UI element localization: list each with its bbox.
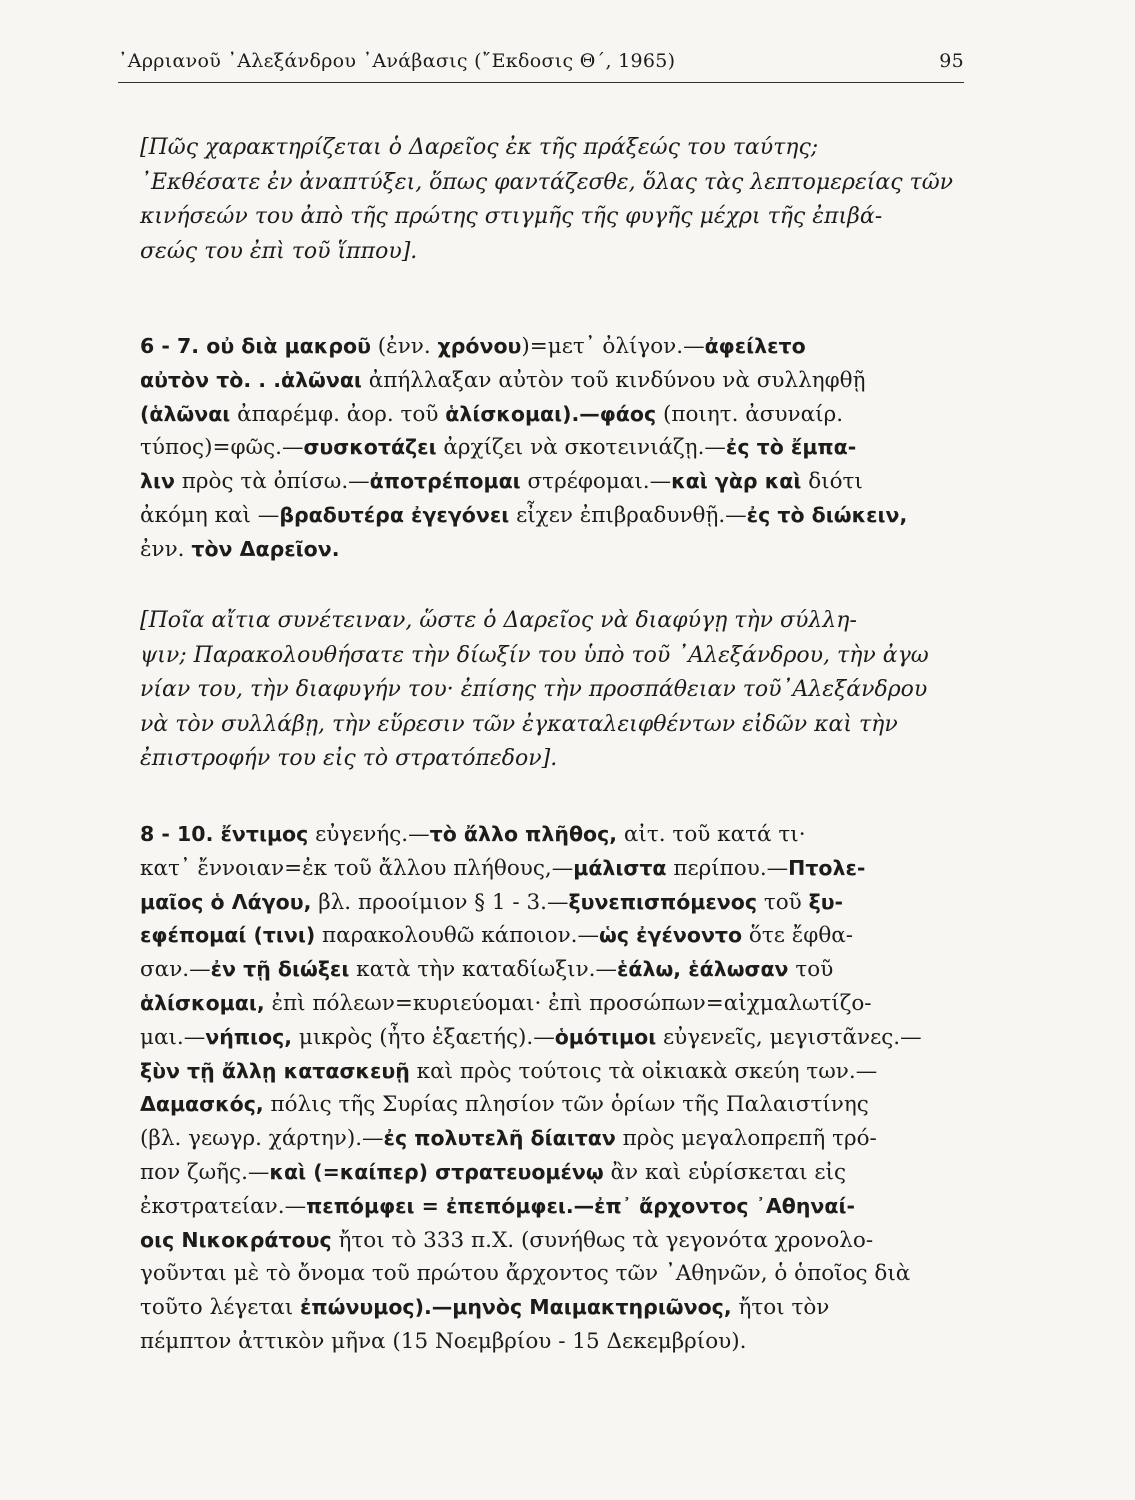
commentary-line bbox=[140, 1325, 966, 1359]
gloss-text: πον ζωῆς.— bbox=[140, 1159, 270, 1185]
gloss-text: ἐπὶ πόλεων=κυριεύομαι· ἐπὶ προσώπων=αἰχμαλωτίζο- bbox=[264, 990, 872, 1016]
lemma: ἑάλω, ἑάλωσαν bbox=[617, 957, 789, 982]
lemma: μαῖος ὁ Λάγου, bbox=[140, 889, 312, 914]
lemma: ὁμότιμοι bbox=[554, 1024, 657, 1049]
lemma: ἐς πολυτελῆ δίαιταν bbox=[383, 1126, 616, 1151]
gloss-text: κατὰ τὴν καταδίωξιν.— bbox=[349, 957, 618, 983]
gloss-text: στρέφομαι.— bbox=[520, 469, 672, 495]
lemma: ἐπώνυμος).— bbox=[300, 1295, 453, 1320]
lemma: τὸν Δαρεῖον. bbox=[191, 536, 340, 561]
lemma: ξὺν τῇ ἄλλῃ κατασκευῇ bbox=[140, 1058, 410, 1083]
gloss-text: βλ. προοίμιον § 1 - 3.— bbox=[311, 889, 569, 915]
question2-line: νίαν του, τὴν διαφυγήν του· ἐπίσης τὴν προσπάθειαν τοῦ᾿Αλεξάνδρου bbox=[140, 677, 928, 702]
gloss-text: περίπου.— bbox=[666, 855, 789, 881]
gloss-text: τύπος)=φῶς.— bbox=[140, 435, 304, 461]
gloss-text: ἀρχίζει νὰ σκοτεινιάζῃ.— bbox=[436, 435, 726, 461]
lemma: νήπιος, bbox=[205, 1024, 293, 1049]
lemma: ἀφείλετο bbox=[704, 334, 806, 358]
gloss-text: ἐνν. bbox=[140, 536, 192, 562]
gloss-text: )=μετ᾿ ὀλίγον.— bbox=[521, 334, 705, 359]
header-title: ᾿Αρριανοῦ ᾿Αλεξάνδρου ᾿Ανάβασις (῎Εκδοσις Θ΄, 1965) bbox=[118, 50, 676, 72]
commentary-line bbox=[140, 1190, 966, 1224]
question2-line: νὰ τὸν συλλάβῃ, τὴν εὕρεσιν τῶν ἐγκαταλειφθέντων εἰδῶν καὶ τὴν bbox=[140, 711, 898, 737]
commentary-line bbox=[140, 818, 966, 852]
lemma: αὐτὸν τὸ. . .ἁλῶναι bbox=[140, 367, 362, 392]
commentary-line bbox=[140, 1224, 966, 1258]
question1-line: κινήσεών του ἀπὸ τῆς πρώτης στιγμῆς τῆς φυγῆς μέχρι τῆς ἐπιβά- bbox=[140, 204, 883, 229]
question-block-2 bbox=[140, 604, 966, 777]
gloss-text: πρὸς μεγαλοπρεπῆ τρό- bbox=[615, 1126, 877, 1152]
question2-line: [Ποῖα αἴτια συνέτειναν, ὥστε ὁ Δαρεῖος νὰ διαφύγῃ τὴν σύλλη- bbox=[140, 608, 857, 633]
question1-line: ᾿Εκθέσατε ἐν ἀναπτύξει, ὅπως φαντάζεσθε, ὅλας τὰς λεπτομερείας τῶν bbox=[140, 169, 954, 195]
gloss-text: τοῦ bbox=[788, 957, 834, 983]
lemma: ἐν τῇ διώξει bbox=[210, 957, 350, 982]
gloss-text: σαν.— bbox=[140, 957, 211, 983]
lemma: συσκοτάζει bbox=[303, 435, 437, 460]
lemma: καὶ (=καίπερ) στρατευομένῳ bbox=[269, 1159, 604, 1184]
commentary-line bbox=[140, 1122, 966, 1156]
gloss-text: τοῦ bbox=[757, 889, 809, 915]
line-ref: 6 - 7. οὐ διὰ μακροῦ bbox=[140, 334, 371, 358]
gloss-text: ἤτοι τὸ 333 π.Χ. (συνήθως τὰ γεγονότα χρονολο- bbox=[331, 1227, 874, 1253]
commentary-line bbox=[140, 499, 966, 533]
lemma: (ἁλῶναι bbox=[140, 401, 231, 426]
lemma: βραδυτέρα ἐγεγόνει bbox=[279, 502, 510, 527]
lemma: λιν bbox=[140, 469, 175, 494]
question1-line: σεώς του ἐπὶ τοῦ ἵππου]. bbox=[140, 238, 418, 264]
gloss-text: (ποιητ. ἀσυναίρ. bbox=[656, 401, 844, 427]
gloss-text: εὐγενής.— bbox=[308, 822, 430, 847]
commentary-line bbox=[140, 886, 966, 920]
commentary-line bbox=[140, 1156, 966, 1190]
commentary-line bbox=[140, 1021, 966, 1055]
commentary-line bbox=[140, 364, 966, 398]
lemma: ἐς τὸ ἔμπα- bbox=[725, 435, 857, 460]
gloss-text: κατ᾿ ἔννοιαν=ἐκ τοῦ ἄλλου πλήθους,— bbox=[140, 855, 574, 881]
gloss-text: πόλις τῆς Συρίας πλησίον τῶν ὁρίων τῆς Παλαιστίνης bbox=[263, 1092, 869, 1118]
lemma: μάλιστα bbox=[573, 855, 667, 880]
gloss-text: πέμπτον ἀττικὸν μῆνα (15 Νοεμβρίου - 15 Δεκεμβρίου). bbox=[140, 1328, 747, 1354]
commentary-line bbox=[140, 330, 966, 364]
lemma: ἁλίσκομαι).—φάος bbox=[445, 401, 657, 426]
lemma: Πτολε- bbox=[788, 855, 866, 880]
page-number: 95 bbox=[939, 50, 964, 72]
question-block-1 bbox=[140, 131, 966, 269]
gloss-text: (βλ. γεωγρ. χάρτην).— bbox=[140, 1126, 384, 1152]
lemma: οις Νικοκράτους bbox=[140, 1227, 332, 1252]
commentary-line bbox=[140, 1257, 966, 1291]
gloss-text: (ἐνν. bbox=[370, 334, 438, 359]
commentary-line bbox=[140, 533, 966, 567]
line-ref: 8 - 10. ἔντιμος bbox=[140, 822, 309, 846]
gloss-text: ἀκόμη καὶ — bbox=[140, 502, 280, 528]
commentary-line bbox=[140, 431, 966, 465]
lemma: ξυνεπισπόμενος bbox=[568, 889, 757, 914]
gloss-text: παρακολουθῶ κάποιον.— bbox=[315, 923, 600, 949]
commentary-line bbox=[140, 1055, 966, 1089]
commentary-line bbox=[140, 919, 966, 953]
gloss-text: πρὸς τὰ ὀπίσω.— bbox=[174, 469, 370, 495]
gloss-text: εἶχεν ἐπιβραδυνθῇ.— bbox=[509, 502, 747, 528]
gloss-text: ἐκστρατείαν.— bbox=[140, 1193, 307, 1219]
gloss-text: διότι bbox=[801, 469, 863, 495]
lemma: ἀποτρέπομαι bbox=[369, 469, 521, 494]
commentary-line bbox=[140, 465, 966, 499]
commentary-line bbox=[140, 953, 966, 987]
header-rule bbox=[118, 82, 964, 83]
commentary-line bbox=[140, 987, 966, 1021]
commentary-block-8-10 bbox=[140, 818, 966, 1359]
gloss-text: γοῦνται μὲ τὸ ὄνομα τοῦ πρώτου ἄρχοντος τῶν ᾿Αθηνῶν, ὁ ὁποῖος διὰ bbox=[140, 1261, 911, 1287]
commentary-line bbox=[140, 398, 966, 432]
commentary-block-6-7 bbox=[140, 330, 966, 567]
question1-line: [Πῶς χαρακτηρίζεται ὁ Δαρεῖος ἐκ τῆς πράξεώς του ταύτης; bbox=[140, 135, 819, 160]
lemma: ἐς τὸ διώκειν, bbox=[746, 502, 908, 527]
commentary-line bbox=[140, 1088, 966, 1122]
lemma: ὡς ἐγένοντο bbox=[599, 923, 743, 948]
lemma: πεπόμφει = ἐπεπόμφει.— bbox=[306, 1193, 595, 1218]
commentary-line bbox=[140, 852, 966, 886]
lemma: ἁλίσκομαι, bbox=[140, 990, 265, 1015]
lemma: μηνὸς Μαιμακτηριῶνος, bbox=[452, 1295, 732, 1320]
gloss-text: ἂν καὶ εὑρίσκεται εἰς bbox=[603, 1159, 846, 1185]
lemma: εφέπομαί (τινι) bbox=[140, 923, 316, 948]
gloss-text: μικρὸς (ἦτο ἑξαετής).— bbox=[292, 1024, 555, 1050]
gloss-text: ἀπήλλαξαν αὐτὸν τοῦ κινδύνου νὰ συλληφθῇ bbox=[361, 367, 866, 393]
gloss-text: ἀπαρέμφ. ἀορ. τοῦ bbox=[230, 401, 446, 427]
gloss-text: μαι.— bbox=[140, 1024, 206, 1050]
gloss-text: τοῦτο λέγεται bbox=[140, 1295, 301, 1321]
lemma: ξυ- bbox=[808, 889, 844, 914]
lemma: ἐπ᾿ ἄρχοντος ᾿Αθηναί- bbox=[594, 1193, 855, 1218]
lemma: Δαμασκός, bbox=[140, 1092, 264, 1117]
commentary-line bbox=[140, 1291, 966, 1325]
gloss-text: ὅτε ἔφθα- bbox=[742, 923, 854, 949]
lemma: χρόνου bbox=[437, 334, 522, 358]
lemma: καὶ γὰρ καὶ bbox=[671, 469, 802, 494]
question2-line: ψιν; Παρακολουθήσατε τὴν δίωξίν του ὑπὸ τοῦ ᾿Αλεξάνδρου, τὴν ἀγω bbox=[140, 642, 929, 668]
question2-line: ἐπιστροφήν του εἰς τὸ στρατόπεδον]. bbox=[140, 746, 558, 771]
gloss-text: εὐγενεῖς, μεγιστᾶνες.— bbox=[656, 1024, 922, 1050]
gloss-text: αἰτ. τοῦ κατά τι· bbox=[617, 822, 806, 847]
lemma: τὸ ἄλλο πλῆθος, bbox=[429, 822, 618, 846]
gloss-text: καὶ πρὸς τούτοις τὰ οἰκιακὰ σκεύη των.— bbox=[409, 1058, 878, 1084]
gloss-text: ἤτοι τὸν bbox=[731, 1295, 830, 1321]
